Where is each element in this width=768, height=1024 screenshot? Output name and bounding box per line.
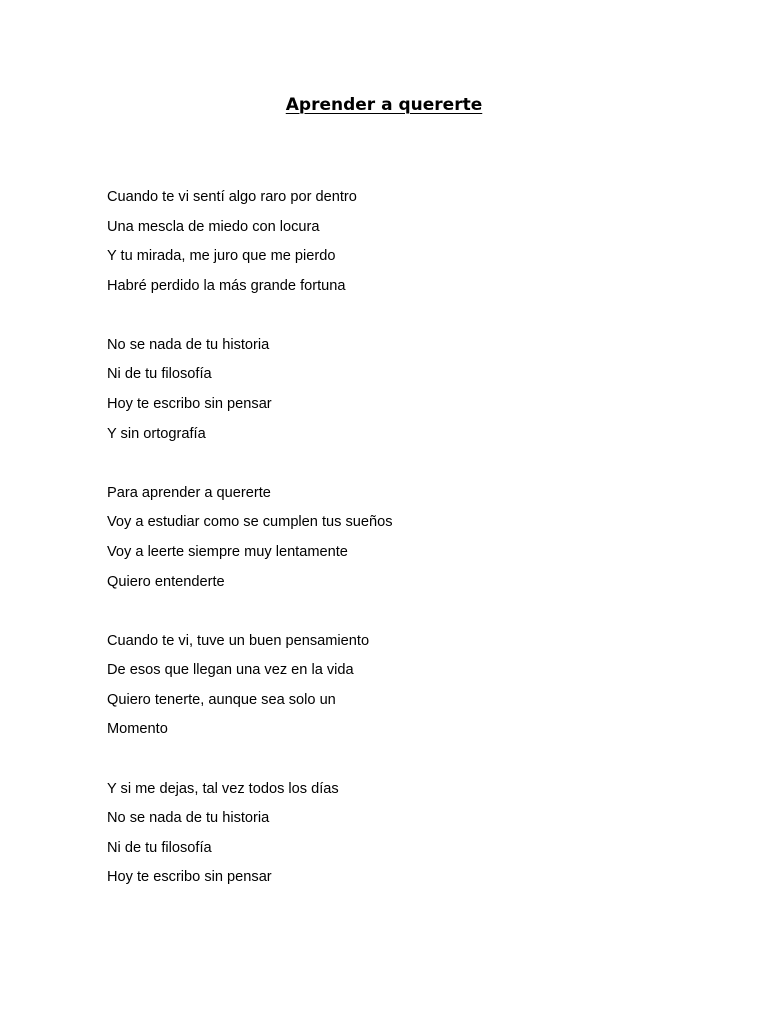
poem-title: Aprender a quererte [285, 95, 483, 115]
poem-line: Y tu mirada, me juro que me pierdo [107, 248, 336, 265]
poem-line: Y sin ortografía [107, 425, 206, 442]
poem-line: Quiero entenderte [107, 573, 225, 590]
stanza-2 [107, 334, 707, 452]
poem-body [107, 186, 707, 925]
poem-line: Cuando te vi sentí algo raro por dentro [107, 189, 357, 205]
stanza-5 [107, 778, 707, 896]
poem-line: No se nada de tu historia [107, 336, 270, 353]
poem-line: Hoy te escribo sin pensar [107, 396, 272, 413]
poem-line: Para aprender a quererte [107, 484, 271, 501]
poem-line: Ni de tu filosofía [107, 366, 212, 383]
stanza-4 [107, 630, 707, 748]
poem-line: Habré perdido la más grande fortuna [107, 277, 346, 294]
poem-line: Ni de tu filosofía [107, 839, 212, 856]
poem-line: Momento [107, 721, 168, 738]
stanza-3 [107, 482, 707, 600]
poem-line: De esos que llegan una vez en la vida [107, 662, 354, 679]
stanza-1 [107, 186, 707, 304]
poem-line: Una mescla de miedo con locura [107, 218, 320, 235]
poem-line: No se nada de tu historia [107, 810, 270, 827]
poem-line: Quiero tenerte, aunque sea solo un [107, 691, 336, 708]
poem-line: Cuando te vi, tuve un buen pensamiento [107, 632, 370, 649]
poem-line: Y si me dejas, tal vez todos los días [107, 780, 339, 797]
poem-line: Voy a estudiar como se cumplen tus sueños [107, 514, 393, 531]
poem-line: Hoy te escribo sin pensar [107, 869, 272, 886]
poem-line: Voy a leerte siempre muy lentamente [107, 543, 348, 560]
